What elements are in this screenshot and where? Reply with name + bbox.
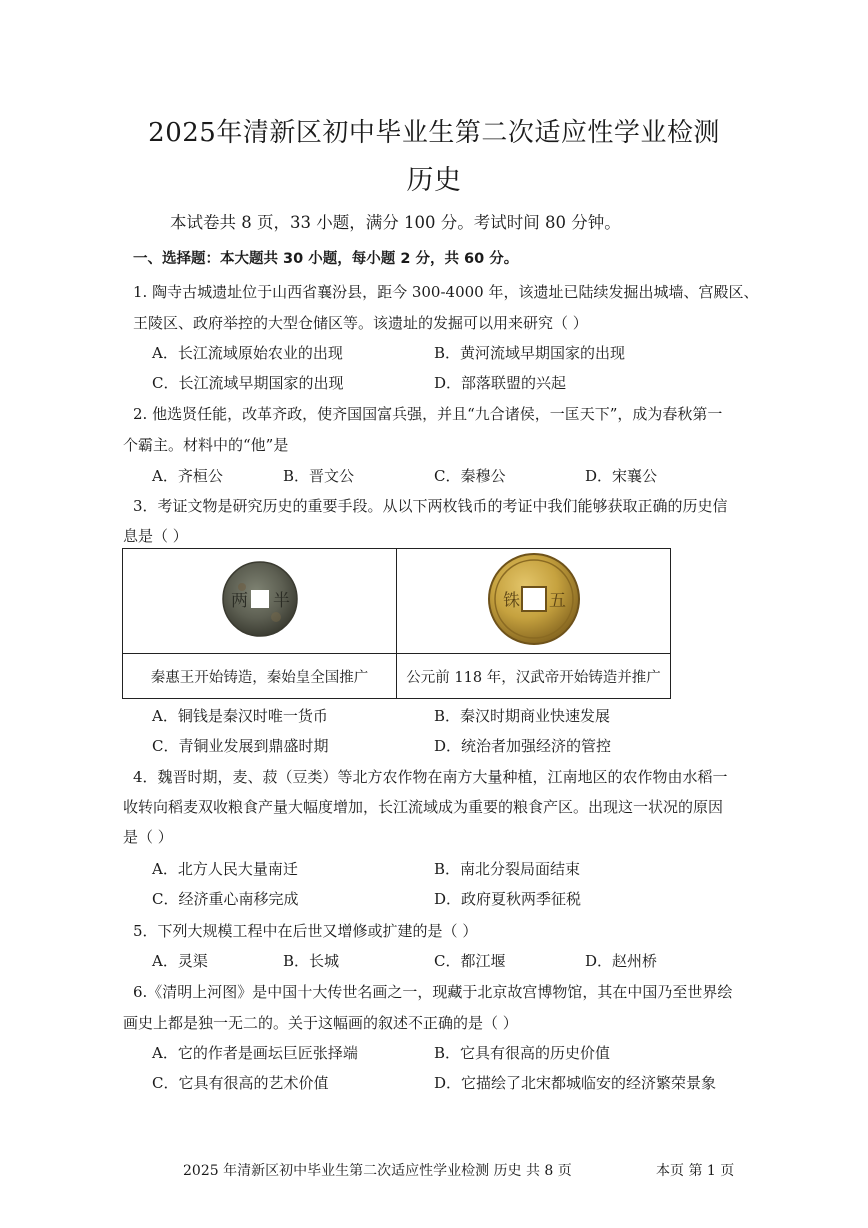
- question-2-option-b: B．晋文公: [283, 467, 355, 485]
- question-1-line-2: 王陵区、政府举控的大型仓储区等。该遗址的发掘可以用来研究（ ）: [133, 314, 588, 332]
- question-2-line-1: 2. 他选贤任能，改革齐政，使齐国国富兵强，并且“九合诸侯，一匡天下”，成为春秋第一: [133, 405, 723, 423]
- question-2-option-a: A．齐桓公: [152, 467, 223, 485]
- coin-caption-right: 公元前 118 年，汉武帝开始铸造并推广: [397, 654, 671, 699]
- question-1-option-a: A．长江流域原始农业的出现: [152, 344, 343, 362]
- page-number: 本页 第 1 页: [656, 1163, 735, 1179]
- section-heading: 一、选择题：本大题共 30 小题，每小题 2 分，共 60 分。: [133, 251, 519, 267]
- question-1-option-d: D．部落联盟的兴起: [434, 374, 567, 392]
- coin-char-wu: 五: [548, 591, 566, 611]
- question-4-option-d: D．政府夏秋两季征税: [434, 890, 582, 908]
- question-4-option-b: B．南北分裂局面结束: [434, 860, 581, 878]
- question-3-option-a: A．铜钱是秦汉时唯一货币: [152, 707, 328, 725]
- banliang-coin-image: [220, 559, 300, 639]
- question-6-line-1: 6.《清明上河图》是中国十大传世名画之一，现藏于北京故宫博物馆，其在中国乃至世界绘: [133, 983, 733, 1001]
- question-4-line-2: 收转向稻麦双收粮食产量大幅度增加，长江流域成为重要的粮食产区。出现这一状况的原因: [123, 798, 724, 816]
- wuzhu-coin-image: [486, 551, 582, 647]
- question-1-line-1: 1. 陶寺古城遗址位于山西省襄汾县，距今 300-4000 年，该遗址已陆续发掘出城墙、宫殿区、: [133, 283, 759, 301]
- exam-title: 2025年清新区初中毕业生第二次适应性学业检测: [148, 118, 720, 148]
- question-2-line-2: 个霸主。材料中的“他”是: [123, 436, 289, 454]
- coin-caption-left: 秦惠王开始铸造，秦始皇全国推广: [123, 654, 397, 699]
- coin-char-zhu: 铢: [502, 591, 520, 611]
- exam-subject: 历史: [406, 165, 462, 196]
- coin-cell-left: [123, 549, 397, 654]
- question-3-line-2: 息是（ ）: [123, 527, 188, 545]
- question-5-line-1: 5．下列大规模工程中在后世又增修或扩建的是（ ）: [133, 922, 478, 940]
- question-5-option-a: A．灵渠: [152, 952, 208, 970]
- question-6-option-c: C．它具有很高的艺术价值: [152, 1074, 329, 1092]
- question-2-option-d: D．宋襄公: [585, 467, 658, 485]
- question-3-line-1: 3．考证文物是研究历史的重要手段。从以下两枚钱币的考证中我们能够获取正确的历史信: [133, 497, 728, 515]
- question-5-option-d: D．赵州桥: [585, 952, 658, 970]
- question-2-option-c: C．秦穆公: [434, 467, 506, 485]
- coin-char-liang: 两: [230, 591, 248, 611]
- coin-char-ban: 半: [272, 591, 290, 611]
- question-1-option-c: C．长江流域早期国家的出现: [152, 374, 344, 392]
- question-4-line-1: 4．魏晋时期，麦、菽（豆类）等北方农作物在南方大量种植，江南地区的农作物由水稻一: [133, 768, 728, 786]
- question-5-option-b: B．长城: [283, 952, 340, 970]
- question-6-option-b: B．它具有很高的历史价值: [434, 1044, 611, 1062]
- coin-table: [122, 548, 671, 699]
- coin-cell-right: [397, 549, 671, 654]
- question-4-option-a: A．北方人民大量南迁: [152, 860, 298, 878]
- question-4-option-c: C．经济重心南移完成: [152, 890, 299, 908]
- exam-intro: 本试卷共 8 页，33 小题，满分 100 分。考试时间 80 分钟。: [170, 213, 621, 232]
- question-6-line-2: 画史上都是独一无二的。关于这幅画的叙述不正确的是（ ）: [123, 1014, 518, 1032]
- question-4-line-3: 是（ ）: [123, 828, 173, 846]
- question-3-option-c: C．青铜业发展到鼎盛时期: [152, 737, 329, 755]
- question-6-option-a: A．它的作者是画坛巨匠张择端: [152, 1044, 358, 1062]
- question-6-option-d: D．它描绘了北宋都城临安的经济繁荣景象: [434, 1074, 717, 1092]
- question-3-option-b: B．秦汉时期商业快速发展: [434, 707, 611, 725]
- page-footer: 2025 年清新区初中毕业生第二次适应性学业检测 历史 共 8 页: [183, 1163, 572, 1179]
- question-1-option-b: B．黄河流域早期国家的出现: [434, 344, 626, 362]
- question-5-option-c: C．都江堰: [434, 952, 506, 970]
- question-3-option-d: D．统治者加强经济的管控: [434, 737, 612, 755]
